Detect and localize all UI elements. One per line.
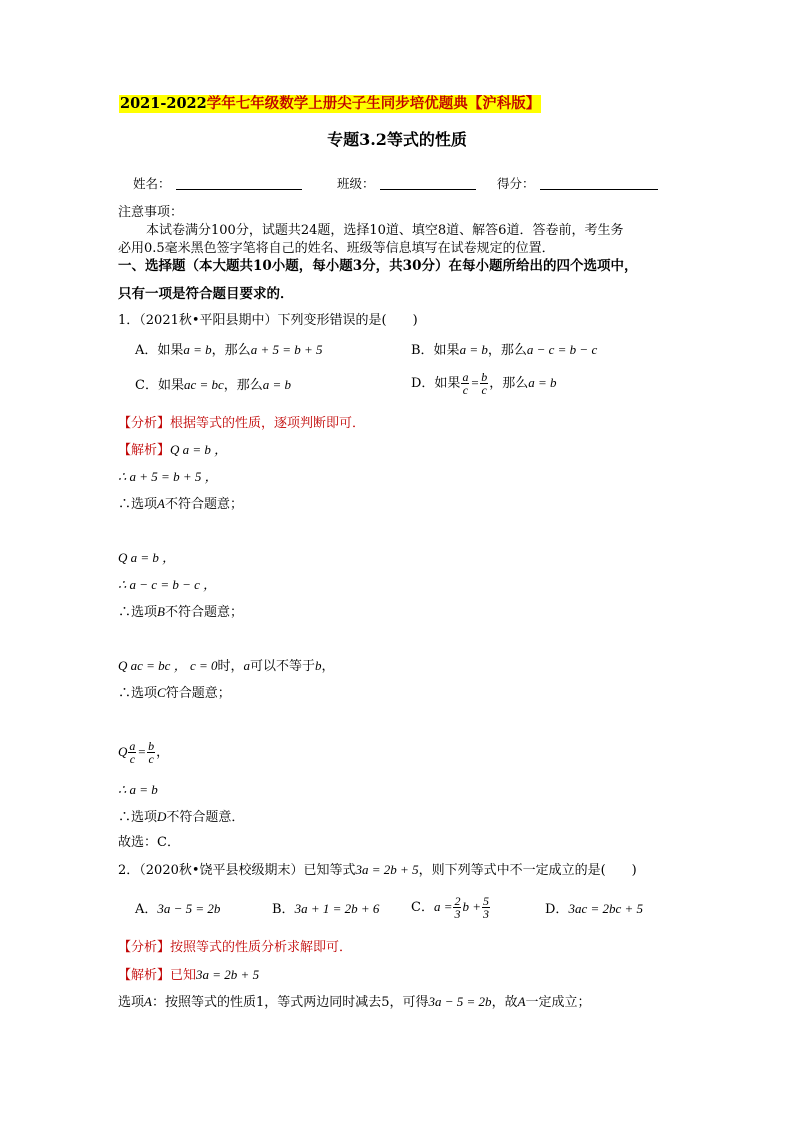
q1-solution-line-9: Q $\frac{a}{c}$ = $\frac{b}{c}$ ， — [118, 739, 170, 766]
q1-solution-line-7: Q ac = bc ， c = 0时，a可以不等于b， — [118, 658, 335, 674]
score-field-line — [540, 189, 658, 190]
q1-solution-line-5: ∴ a − c = b − c ， — [118, 577, 217, 592]
q1-option-d: D．如果 $\frac{a}{c}$ = $\frac{b}{c}$ ，那么a = b — [411, 370, 557, 397]
q1-solution-line-6: ∴选项B不符合题意； — [118, 604, 243, 620]
name-field-line — [176, 189, 302, 190]
score-label: 得分： — [497, 176, 535, 191]
fraction-2-over-3: $\frac{2}{3}$ — [454, 894, 461, 921]
q2-stem: 2．（2020秋•饶平县校级期末）已知等式3a = 2b + 5，则下列等式中不一定成立的是( ) — [118, 862, 637, 878]
series-title — [119, 95, 541, 113]
class-field-line — [380, 189, 476, 190]
fraction-a-over-c: $\frac{a}{c}$ — [462, 370, 469, 397]
q1-solution-line-11: ∴选项D不符合题意． — [118, 809, 245, 825]
notice-line-1: 本试卷满分100分，试题共24题，选择10道、填空8道、解答6道．答卷前，考生务 — [146, 223, 624, 238]
q1-option-c: C．如果ac = bc，那么a = b — [135, 377, 292, 393]
q1-answer: 故选：C． — [118, 835, 180, 850]
q2-solution-line-2: 选项A：按照等式的性质1，等式两边同时减去5，可得3a − 5 = 2b，故A一定成立； — [118, 994, 591, 1010]
series-name: 学年七年级数学上册尖子生同步培优题典【沪科版】 — [206, 95, 541, 112]
section-heading-line-1: 一、选择题（本大题共10小题，每小题3分，共30分）在每小题所给出的四个选项中， — [118, 258, 638, 274]
q1-solution-line-2: ∴ a + 5 = b + 5 ， — [118, 469, 218, 484]
q2-analysis: 【分析】按照等式的性质分析求解即可． — [118, 940, 353, 955]
q2-option-d: D．3ac = 2bc + 5 — [545, 901, 644, 917]
q1-solution-line-10: ∴ a = b — [118, 782, 158, 797]
q2-option-c: C．a = $\frac{2}{3}$ b + $\frac{5}{3}$ — [411, 894, 490, 921]
q2-solution-line-1: 【解析】已知3a = 2b + 5 — [118, 967, 260, 983]
q1-solution-line-8: ∴选项C符合题意； — [118, 685, 231, 701]
fraction-b-over-c: $\frac{b}{c}$ — [148, 739, 155, 766]
fraction-5-over-3: $\frac{5}{3}$ — [483, 894, 490, 921]
q1-option-a: A．如果a = b，那么a + 5 = b + 5 — [135, 342, 323, 358]
class-label: 班级： — [337, 176, 375, 191]
q2-option-a: A．3a − 5 = 2b — [135, 901, 221, 917]
series-year: 2021-2022 — [120, 95, 207, 112]
notice-title: 注意事项： — [118, 205, 184, 220]
q1-analysis: 【分析】根据等式的性质，逐项判断即可． — [118, 416, 366, 431]
q1-solution-line-4: Q a = b ， — [118, 550, 176, 565]
fraction-b-over-c: $\frac{b}{c}$ — [481, 370, 488, 397]
q1-solution-line-1: 【解析】Q a = b ， — [118, 442, 228, 458]
q1-option-b: B．如果a = b，那么a − c = b − c — [411, 342, 598, 358]
q2-option-b: B．3a + 1 = 2b + 6 — [272, 901, 380, 917]
name-label: 姓名： — [133, 176, 171, 191]
q1-stem: 1．（2021秋•平阳县期中）下列变形错误的是( ) — [118, 313, 418, 328]
q1-solution-line-3: ∴选项A不符合题意； — [118, 496, 243, 512]
notice-line-2: 必用0.5毫米黑色签字笔将自己的姓名、班级等信息填写在试卷规定的位置． — [118, 241, 555, 256]
fraction-a-over-c: $\frac{a}{c}$ — [129, 739, 136, 766]
topic-title: 专题3.2等式的性质 — [327, 130, 467, 149]
section-heading-line-2: 只有一项是符合题目要求的． — [118, 286, 294, 302]
